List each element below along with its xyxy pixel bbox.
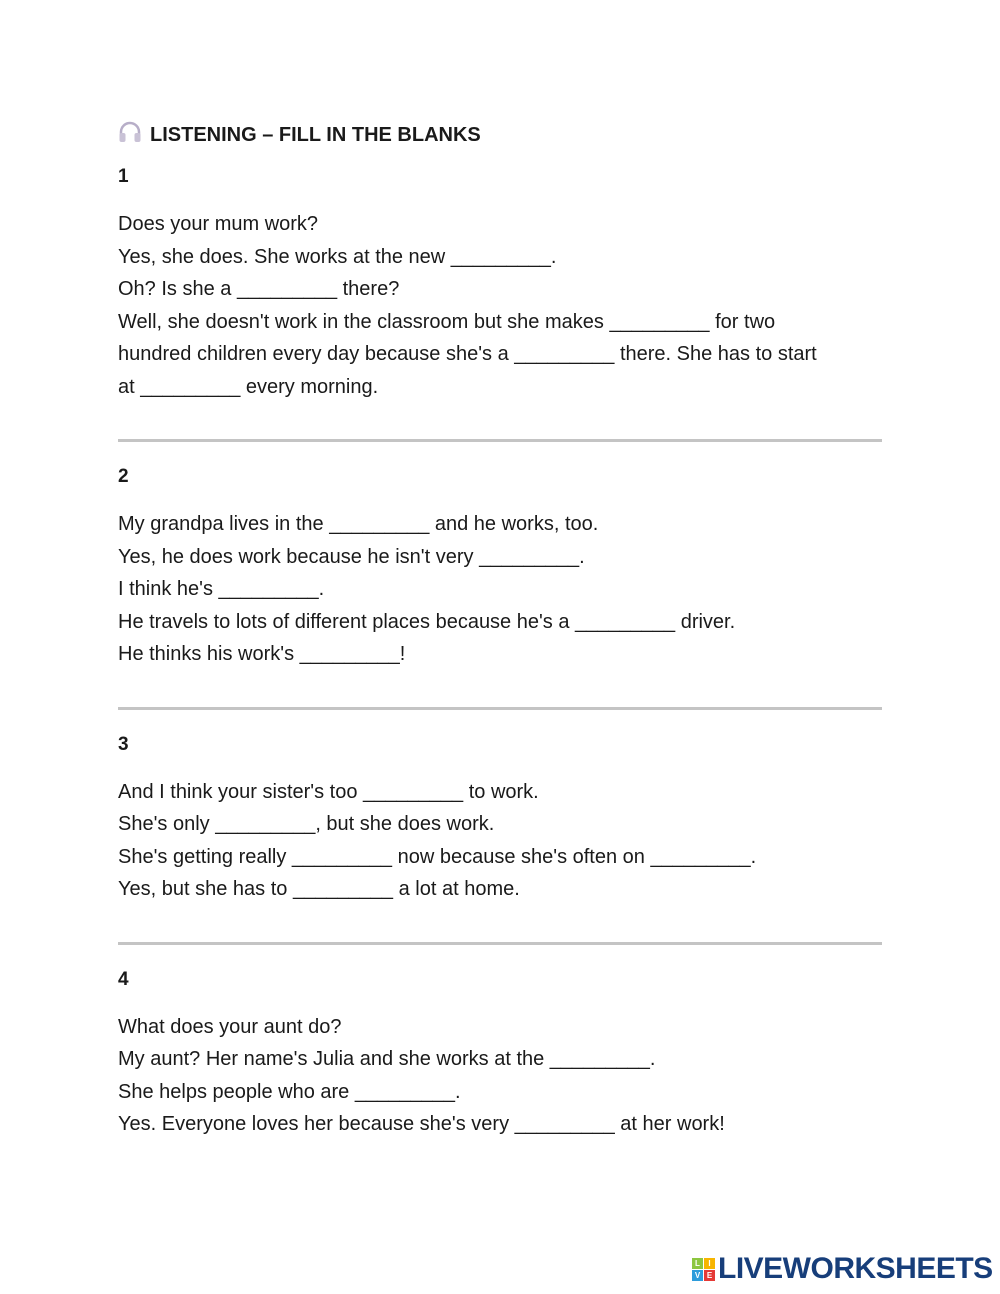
dialogue-line: Yes, he does work because he isn't very _________. <box>118 545 585 568</box>
dialogue-lines <box>118 776 882 906</box>
section-number: 3 <box>118 733 129 755</box>
liveworksheets-logo <box>692 1252 993 1286</box>
dialogue-line: My grandpa lives in the _________ and he works, too. <box>118 513 599 535</box>
dialogue-line: He thinks his work's _________! <box>118 643 406 665</box>
dialogue-line: She's only _________, but she does work. <box>118 813 495 835</box>
dialogue-lines <box>118 1011 882 1141</box>
dialogue-lines <box>118 508 882 671</box>
dialogue-line: at _________ every morning. <box>118 375 379 398</box>
dialogue-line: She's getting really _________ now because she's often on _________. <box>118 845 757 868</box>
dialogue-line: Oh? Is she a _________ there? <box>118 278 400 300</box>
dialogue-line: Yes. Everyone loves her because she's very _________ at her work! <box>118 1113 725 1135</box>
dialogue-line: hundred children every day because she's a _________ there. She has to start <box>118 343 817 365</box>
dialogue-line: Yes, she does. She works at the new _________. <box>118 245 557 268</box>
dialogue-line: Yes, but she has to _________ a lot at home. <box>118 878 520 900</box>
dialogue-line: And I think your sister's too _________ to work. <box>118 780 539 803</box>
worksheet-title <box>118 118 882 152</box>
headphones-icon <box>118 121 142 149</box>
dialogue-line: I think he's _________. <box>118 578 325 600</box>
section-divider <box>118 439 882 442</box>
dialogue-line: Does your mum work? <box>118 213 319 235</box>
dialogue-line: He travels to lots of different places because he's a _________ driver. <box>118 610 736 633</box>
section-number: 4 <box>118 968 129 990</box>
worksheet-content <box>118 118 882 1141</box>
logo-text: LIVEWORKSHEETS <box>718 1252 993 1285</box>
dialogue-line: Well, she doesn't work in the classroom but she makes _________ for two <box>118 310 776 333</box>
dialogue-line: What does your aunt do? <box>118 1015 342 1038</box>
dialogue-lines <box>118 208 882 403</box>
section-divider <box>118 707 882 710</box>
logo-tiles: L I V E <box>692 1258 715 1281</box>
dialogue-line: She helps people who are _________. <box>118 1080 461 1103</box>
section-divider <box>118 942 882 945</box>
section-number: 1 <box>118 166 129 187</box>
dialogue-line: My aunt? Her name's Julia and she works at the _________. <box>118 1048 656 1070</box>
section-number: 2 <box>118 466 129 487</box>
title-text: LISTENING – FILL IN THE BLANKS <box>150 123 481 146</box>
